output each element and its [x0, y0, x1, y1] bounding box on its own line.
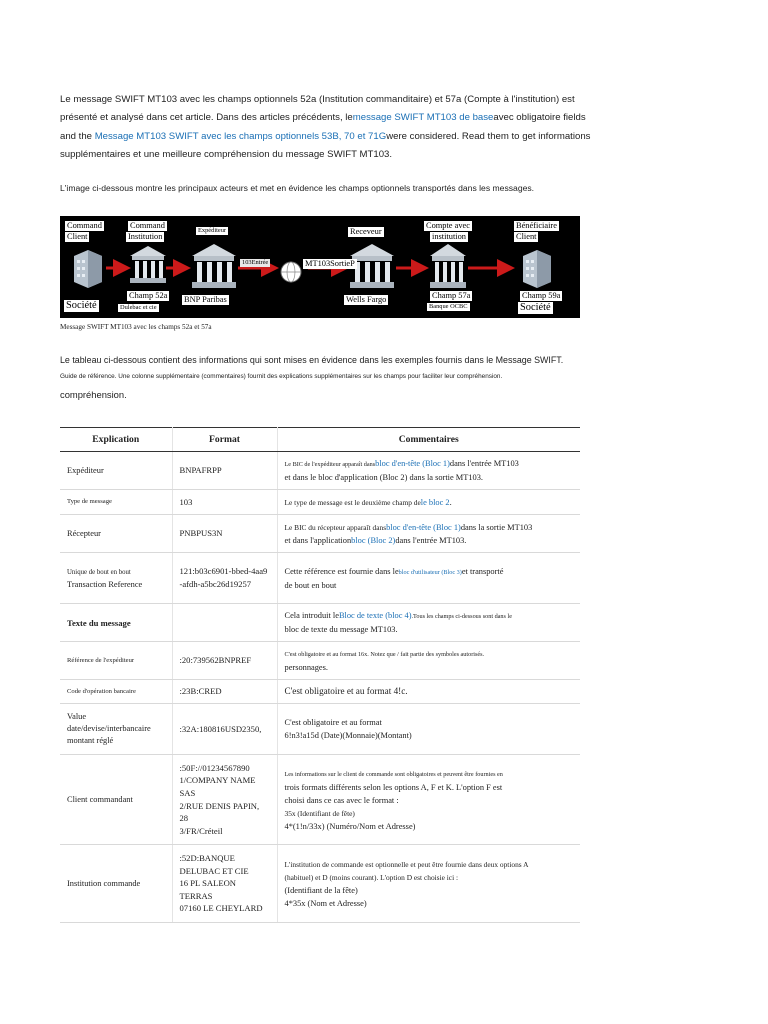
format-line: SAS [179, 787, 196, 798]
label-wells: Wells Fargo [346, 295, 387, 304]
table-intro [60, 354, 600, 401]
comment-text: Cela introduit le [284, 611, 339, 620]
intro-text-3: were considered. Read them to get informations supplémentaires et une meilleure compréhension du message SWIFT MT103. [60, 130, 591, 161]
comment-text: L'institution de commande est optionnelle et peut être fournie dans deux options A [284, 859, 529, 869]
label-command-inst-1: Command [130, 221, 165, 230]
format-line: 07160 LE CHEYLARD [179, 903, 263, 914]
cell-commentaires [277, 704, 580, 755]
label-champ-57a: Champ 57a [432, 291, 471, 300]
link-bloc-utilisateur[interactable]: bloc d'utilisateur (Bloc 3) [398, 568, 462, 576]
cell-format: PNBPUS3N [172, 515, 277, 553]
header-commentaires: Commentaires [277, 428, 580, 452]
comment-text: Le BIC de l'expéditeur apparaît dans [284, 461, 376, 468]
cell-explication: Type de message [60, 490, 172, 515]
comment-text: trois formats différents selon les options A, F et K. L'option F est [284, 782, 503, 792]
comment-text: et dans l'application [284, 535, 352, 545]
cell-format: :23B:CRED [172, 680, 277, 704]
table-intro-line1: Le tableau ci-dessous contient des informations qui sont mises en évidence dans les exemples fournis dans le Message SWIFT. [60, 355, 564, 365]
intro-text-2: avec obligatoire fields and the [60, 112, 586, 142]
table-row [60, 704, 580, 755]
label-command-client-2: Client [67, 232, 88, 241]
comment-text: dans l'entrée MT103 [449, 459, 519, 468]
cell-explication: Client commandant [60, 755, 172, 845]
cell-format: 121:b03c6901-bbed-4aa9-afdh-a5bc26d19257 [172, 553, 277, 604]
format-line: 1/COMPANY NAME [179, 775, 256, 786]
cell-explication [60, 553, 172, 604]
table-row [60, 452, 580, 490]
label-compte-avec-1: Compte avec [426, 221, 470, 230]
label-societe-left: Société [66, 300, 97, 311]
comment-text: C'est obligatoire et au format [284, 718, 382, 727]
comment-text: 4*35x (Nom et Adresse) [284, 898, 367, 908]
cell-commentaires [277, 642, 580, 680]
format-line: DELUBAC ET CIE [179, 865, 249, 876]
cell-explication: Value date/devise/interbancaire montant réglé [60, 704, 172, 755]
bank-building-icon [192, 244, 236, 288]
link-bloc-entete[interactable]: bloc d'en-tête (Bloc 1) [386, 522, 461, 532]
mt103-flow-diagram [60, 216, 580, 318]
diagram-caption: Message SWIFT MT103 avec les champs 52a et 57a [60, 323, 212, 331]
link-mt103-optional-fields[interactable]: Message MT103 SWIFT avec les champs optionnels 53B, 70 et 71G [94, 130, 387, 142]
bank-building-icon [430, 244, 466, 288]
bank-building-icon [130, 246, 166, 283]
header-format: Format [172, 428, 277, 452]
cell-commentaires [277, 490, 580, 515]
explication-text: Transaction Reference [67, 579, 143, 589]
label-beneficiaire-1: Bénéficiaire [516, 221, 557, 230]
format-line: 16 PL SALEON [179, 878, 236, 889]
label-command-client-1: Command [67, 221, 102, 230]
format-line: 3/FR/Créteil [179, 825, 223, 836]
comment-text: Le BIC du récepteur apparaît dans [284, 522, 387, 532]
label-dulebac: Dulebac et cie [120, 304, 157, 311]
cell-explication: Institution commande [60, 845, 172, 923]
comment-text: dans l'entrée MT103. [395, 535, 467, 545]
format-line: 28 [179, 813, 189, 824]
cell-format: BNPAFRPP [172, 452, 277, 490]
cell-format [172, 755, 277, 845]
table-intro-line3: compréhension. [60, 389, 127, 400]
cell-explication: Code d'opération bancaire [60, 680, 172, 704]
cell-commentaires [277, 845, 580, 923]
comment-text: . [449, 497, 452, 507]
format-line: 2/RUE DENIS PAPIN, [179, 800, 260, 811]
intro-text-1: Le message SWIFT MT103 avec les champs optionnels 52a (Institution commanditaire) et 57a (Compte à l'institution) est présenté et analysé dans cet article. Dans des articles précédents, le [60, 94, 575, 124]
comment-text: 35x (Identifiant de fête) [284, 808, 355, 818]
label-bnp: BNP Paribas [184, 295, 227, 304]
cell-explication: Expéditeur [60, 452, 172, 490]
comment-text: (Identifiant de la fête) [284, 885, 358, 895]
cell-commentaires [277, 755, 580, 845]
comment-text: .Tous les champs ci-dessous sont dans le [411, 613, 512, 620]
cell-format: 103 [172, 490, 277, 515]
table-row [60, 515, 580, 553]
cell-format: :20:739562BNPREF [172, 642, 277, 680]
table-row [60, 642, 580, 680]
swift-fields-table [60, 427, 580, 923]
label-banque-ocbc: Banque OCBC [429, 303, 468, 310]
table-intro-line2: Guide de référence. Une colonne supplémentaire (commentaires) fournit des explications supplémentaires sur les champs pour faciliter leur compréhension. [60, 373, 503, 380]
label-champ-59a: Champ 59a [522, 291, 561, 300]
table-row [60, 755, 580, 845]
table-row [60, 490, 580, 515]
swift-network-icon [281, 262, 301, 282]
comment-text: de bout en bout [284, 580, 337, 590]
link-bloc-entete[interactable]: bloc d'en-tête (Bloc 1) [375, 459, 450, 468]
header-explication: Explication [60, 428, 172, 452]
comment-text: (habituel) et D (moins courant). L'option D est choisie ici : [284, 872, 459, 882]
cell-commentaires [277, 604, 580, 642]
comment-text: choisi dans ce cas avec le format : [284, 795, 399, 805]
comment-text: dans la sortie MT103 [460, 522, 533, 532]
table-row [60, 604, 580, 642]
cell-explication: Texte du message [60, 604, 172, 642]
comment-text: et transporté [461, 566, 504, 576]
link-bloc-texte[interactable]: Bloc de texte (bloc 4) [338, 611, 412, 620]
format-line: TERRAS [179, 890, 213, 901]
cell-commentaires [277, 553, 580, 604]
label-receveur: Receveur [350, 227, 382, 236]
comment-text: Les informations sur le client de commande sont obligatoires et peuvent être fournies en [284, 770, 503, 778]
comment-text: Cette référence est fournie dans le [284, 566, 399, 576]
cell-commentaires [277, 452, 580, 490]
cell-format [172, 604, 277, 642]
cell-format [172, 845, 277, 923]
comment-text: 4*(1!n/33x) (Numéro/Nom et Adresse) [284, 821, 416, 831]
label-command-inst-2: Institution [128, 232, 163, 241]
label-beneficiaire-2: Client [516, 232, 537, 241]
label-expediteur: Expéditeur [198, 227, 227, 234]
cell-commentaires [277, 515, 580, 553]
explication-small: Unique de bout en bout [67, 568, 131, 576]
comment-text: 6!n3!a15d (Date)(Monnaie)(Montant) [284, 731, 412, 740]
label-societe-right: Société [520, 302, 551, 313]
label-mt103-in: 103Entrée [242, 259, 269, 266]
link-basic-mt103[interactable]: message SWIFT MT103 de base [352, 112, 494, 124]
cell-explication: Récepteur [60, 515, 172, 553]
label-champ-52a: Champ 52a [129, 291, 168, 300]
cell-explication: Référence de l'expéditeur [60, 642, 172, 680]
comment-text: C'est obligatoire et au format 16x. Notez que / fait partie des symboles autorisés. [284, 651, 485, 658]
comment-text: et dans le bloc d'application (Bloc 2) dans la sortie MT103. [284, 473, 484, 482]
link-bloc-2[interactable]: bloc (Bloc 2) [351, 535, 396, 545]
cell-format: :32A:180816USD2350, [172, 704, 277, 755]
format-line: :52D:BANQUE [179, 853, 235, 864]
table-row [60, 553, 580, 604]
comment-text: C'est obligatoire et au format 4!c. [284, 686, 408, 696]
comment-text: personnages. [284, 663, 328, 672]
comment-text: bloc de texte du message MT103. [284, 625, 398, 634]
label-mt103-out: MT103SortieP [305, 259, 355, 268]
label-compte-avec-2: institution [432, 232, 466, 241]
link-bloc-2[interactable]: le bloc 2 [420, 497, 450, 507]
cell-commentaires [277, 680, 580, 704]
format-line: :50F://01234567890 [179, 762, 250, 773]
comment-text: Le type de message est le deuxième champ de [284, 497, 421, 507]
table-header-row [60, 428, 580, 452]
intro-paragraph [60, 91, 600, 165]
table-row [60, 845, 580, 923]
company-building-icon [523, 250, 551, 288]
company-building-icon [74, 250, 102, 288]
image-description: L'image ci-dessous montre les principaux acteurs et met en évidence les champs optionnels transportés dans les messages. [60, 183, 535, 193]
table-row [60, 680, 580, 704]
